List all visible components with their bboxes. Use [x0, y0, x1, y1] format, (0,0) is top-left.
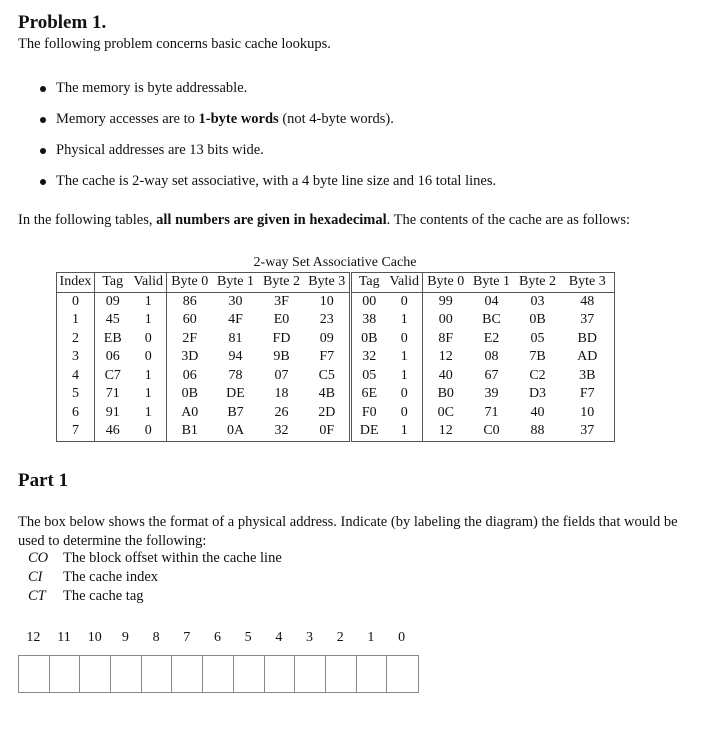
table-cell: 1 — [144, 404, 152, 420]
address-bit-cell[interactable] — [387, 656, 418, 692]
table-cell: F7 — [319, 349, 335, 365]
table-cell: 4 — [57, 367, 95, 386]
part-title: Part 1 — [18, 470, 69, 491]
table-row — [57, 404, 615, 423]
table-cell: 4B — [318, 386, 335, 402]
table-cell: 81 — [228, 330, 243, 346]
table-cell: 23 — [319, 312, 334, 328]
column-header: Index — [57, 273, 95, 293]
table-cell: 06 — [105, 349, 120, 365]
table-cell: BD — [561, 330, 615, 349]
table-cell: 09 — [319, 330, 334, 346]
requirements-list — [40, 78, 496, 202]
table-cell: E0 — [273, 312, 290, 328]
bit-label: 8 — [152, 630, 160, 645]
list-item: Physical addresses are 13 bits wide. — [40, 140, 496, 171]
table-cell: A0 — [167, 404, 213, 423]
table-cell: 12 — [423, 422, 469, 441]
table-cell: 0C — [423, 404, 469, 423]
table-cell: AD — [561, 348, 615, 367]
table-cell: 40 — [530, 404, 545, 420]
table-cell: 2D — [318, 404, 336, 420]
address-bit-cell[interactable] — [203, 656, 234, 692]
table-cell: 2F — [167, 330, 213, 349]
table-cell: 0 — [144, 349, 152, 365]
table-cell: 46 — [95, 422, 131, 441]
table-cell: 39 — [484, 386, 499, 402]
bold-text: all numbers are given in hexadecimal — [156, 212, 387, 228]
table-cell: 10 — [561, 404, 615, 423]
column-header: Byte 1 — [213, 273, 259, 293]
table-cell: 0 — [57, 292, 95, 311]
table-cell: 3D — [167, 348, 213, 367]
table-cell: B1 — [167, 422, 213, 441]
cache-table-caption: 2-way Set Associative Cache — [253, 255, 417, 270]
table-cell: 91 — [105, 404, 120, 420]
table-cell: 09 — [105, 293, 120, 309]
part-description: The box below shows the format of a physical address. Indicate (by labeling the diagram) the fields that would be used to determine the following: — [18, 514, 678, 549]
problem-title: Problem 1. — [18, 12, 107, 33]
table-cell: 30 — [228, 293, 243, 309]
table-cell: DE — [226, 386, 245, 402]
definition-ct — [28, 587, 282, 606]
address-bit-cell[interactable] — [172, 656, 203, 692]
table-cell: 07 — [274, 367, 289, 383]
table-cell: B7 — [227, 404, 244, 420]
bit-label: 7 — [183, 630, 191, 645]
table-cell: 37 — [561, 311, 615, 330]
table-cell: 0 — [144, 330, 152, 346]
address-bit-cell[interactable] — [265, 656, 296, 692]
address-bit-cell[interactable] — [111, 656, 142, 692]
table-cell: 60 — [167, 311, 213, 330]
column-header: Byte 0 — [167, 273, 213, 293]
physical-address-diagram — [18, 655, 419, 693]
table-cell: 5 — [57, 385, 95, 404]
table-cell: 8F — [423, 330, 469, 349]
table-cell: 71 — [105, 386, 120, 402]
table-cell: 3B — [561, 367, 615, 386]
table-cell: E2 — [483, 330, 500, 346]
table-cell: 0B — [167, 385, 213, 404]
field-definitions — [28, 549, 282, 606]
table-cell: 2 — [57, 330, 95, 349]
table-cell: 1 — [144, 367, 152, 383]
column-header: Byte 2 — [515, 273, 561, 293]
table-cell: 04 — [484, 293, 499, 309]
column-header: Valid — [387, 273, 423, 293]
definition-desc: The block offset within the cache line — [63, 550, 282, 566]
bit-label: 6 — [213, 630, 221, 645]
table-cell: 0 — [400, 293, 408, 309]
table-row — [57, 422, 615, 441]
table-row — [57, 367, 615, 386]
table-cell: 1 — [57, 311, 95, 330]
table-row — [57, 292, 615, 311]
table-cell: 78 — [228, 367, 243, 383]
table-cell: 03 — [530, 293, 545, 309]
table-cell: 1 — [144, 386, 152, 402]
table-cell: 1 — [144, 293, 152, 309]
table-row — [57, 311, 615, 330]
column-header: Tag — [95, 273, 131, 293]
address-bit-cell[interactable] — [295, 656, 326, 692]
column-header: Byte 1 — [469, 273, 515, 293]
table-row — [57, 348, 615, 367]
bit-label: 11 — [57, 630, 71, 645]
table-cell: 6E — [351, 385, 387, 404]
definition-abbr: CI — [28, 569, 43, 585]
column-header: Byte 3 — [561, 273, 615, 293]
table-cell: 45 — [105, 312, 120, 328]
table-cell: 7 — [57, 422, 95, 441]
table-cell: 12 — [423, 348, 469, 367]
table-cell: 0F — [305, 422, 351, 441]
table-cell: 40 — [423, 367, 469, 386]
bit-label: 0 — [398, 630, 406, 645]
table-cell: 26 — [274, 404, 289, 420]
table-cell: 7B — [529, 349, 546, 365]
address-bit-cell[interactable] — [326, 656, 357, 692]
table-cell: 0 — [400, 404, 408, 420]
address-bit-cell[interactable] — [234, 656, 265, 692]
bit-label: 4 — [275, 630, 283, 645]
table-cell: 0B — [351, 330, 387, 349]
column-header: Byte 3 — [305, 273, 351, 293]
cache-table-container — [56, 253, 614, 442]
address-bit-cell[interactable] — [80, 656, 111, 692]
table-cell: FD — [272, 330, 291, 346]
table-cell: 38 — [351, 311, 387, 330]
table-cell: 10 — [319, 293, 334, 309]
bit-label: 3 — [306, 630, 314, 645]
column-header: Valid — [131, 273, 167, 293]
address-bit-cell[interactable] — [19, 656, 50, 692]
table-cell: F7 — [561, 385, 615, 404]
bold-text: 1-byte words — [198, 111, 279, 127]
table-cell: 0 — [400, 386, 408, 402]
bit-label: 10 — [87, 630, 102, 645]
column-header: Tag — [351, 273, 387, 293]
bit-position-labels — [18, 630, 417, 646]
list-item: The memory is byte addressable. — [40, 78, 496, 109]
definition-desc: The cache tag — [63, 588, 144, 604]
table-cell: 00 — [423, 311, 469, 330]
column-header: Byte 0 — [423, 273, 469, 293]
table-cell: 18 — [274, 386, 289, 402]
table-cell: DE — [351, 422, 387, 441]
table-cell: 32 — [259, 422, 305, 441]
table-cell: 0A — [213, 422, 259, 441]
table-cell: 1 — [144, 312, 152, 328]
address-bit-cell[interactable] — [357, 656, 388, 692]
table-cell: C0 — [469, 422, 515, 441]
table-cell: 0B — [529, 312, 546, 328]
table-cell: 99 — [423, 292, 469, 311]
table-cell: 37 — [561, 422, 615, 441]
table-cell: 06 — [167, 367, 213, 386]
bit-label: 2 — [336, 630, 344, 645]
definition-ci — [28, 568, 282, 587]
table-cell: C5 — [318, 367, 335, 383]
bit-label: 12 — [26, 630, 41, 645]
tables-intro: In the following tables, all numbers are given in hexadecimal. The contents of the cache are as follows: — [18, 212, 630, 228]
table-cell: BC — [482, 312, 501, 328]
table-cell: 1 — [400, 367, 408, 383]
table-cell: 32 — [351, 348, 387, 367]
definition-desc: The cache index — [63, 569, 159, 585]
table-cell: B0 — [423, 385, 469, 404]
table-cell: 1 — [400, 349, 408, 365]
definition-abbr: CT — [28, 588, 46, 604]
table-cell: 0 — [131, 422, 167, 441]
table-cell: 00 — [351, 292, 387, 311]
address-bit-cell[interactable] — [50, 656, 81, 692]
table-cell: 88 — [515, 422, 561, 441]
table-cell: 1 — [387, 422, 423, 441]
table-cell: 86 — [167, 292, 213, 311]
table-cell: 0 — [400, 330, 408, 346]
table-cell: 1 — [400, 312, 408, 328]
table-row — [57, 385, 615, 404]
table-cell: F0 — [351, 404, 387, 423]
address-bit-cell[interactable] — [142, 656, 173, 692]
list-item: The cache is 2-way set associative, with a 4 byte line size and 16 total lines. — [40, 171, 496, 202]
table-cell: 08 — [484, 349, 499, 365]
table-cell: D3 — [528, 386, 547, 402]
table-header-row — [57, 273, 615, 293]
table-cell: 4F — [228, 312, 243, 328]
bit-label: 9 — [121, 630, 129, 645]
intro-text: The following problem concerns basic cache lookups. — [18, 36, 331, 52]
table-cell: 9B — [273, 349, 290, 365]
table-cell: 3 — [57, 348, 95, 367]
column-header: Byte 2 — [259, 273, 305, 293]
table-cell: 6 — [57, 404, 95, 423]
table-cell: 67 — [484, 367, 499, 383]
definition-abbr: CO — [28, 550, 49, 566]
list-item: Memory accesses are to 1-byte words (not 4-byte words). — [40, 109, 496, 140]
table-cell: C2 — [529, 367, 546, 383]
table-row — [57, 330, 615, 349]
table-cell: 05 — [530, 330, 545, 346]
cache-table — [56, 272, 615, 442]
table-cell: EB — [103, 330, 122, 346]
table-cell: 94 — [228, 349, 243, 365]
definition-co — [28, 549, 282, 568]
table-cell: 71 — [484, 404, 499, 420]
table-cell: 3F — [274, 293, 289, 309]
table-cell: 48 — [561, 292, 615, 311]
table-cell: C7 — [104, 367, 121, 383]
bit-label: 1 — [367, 630, 375, 645]
bit-label: 5 — [244, 630, 252, 645]
table-cell: 05 — [351, 367, 387, 386]
